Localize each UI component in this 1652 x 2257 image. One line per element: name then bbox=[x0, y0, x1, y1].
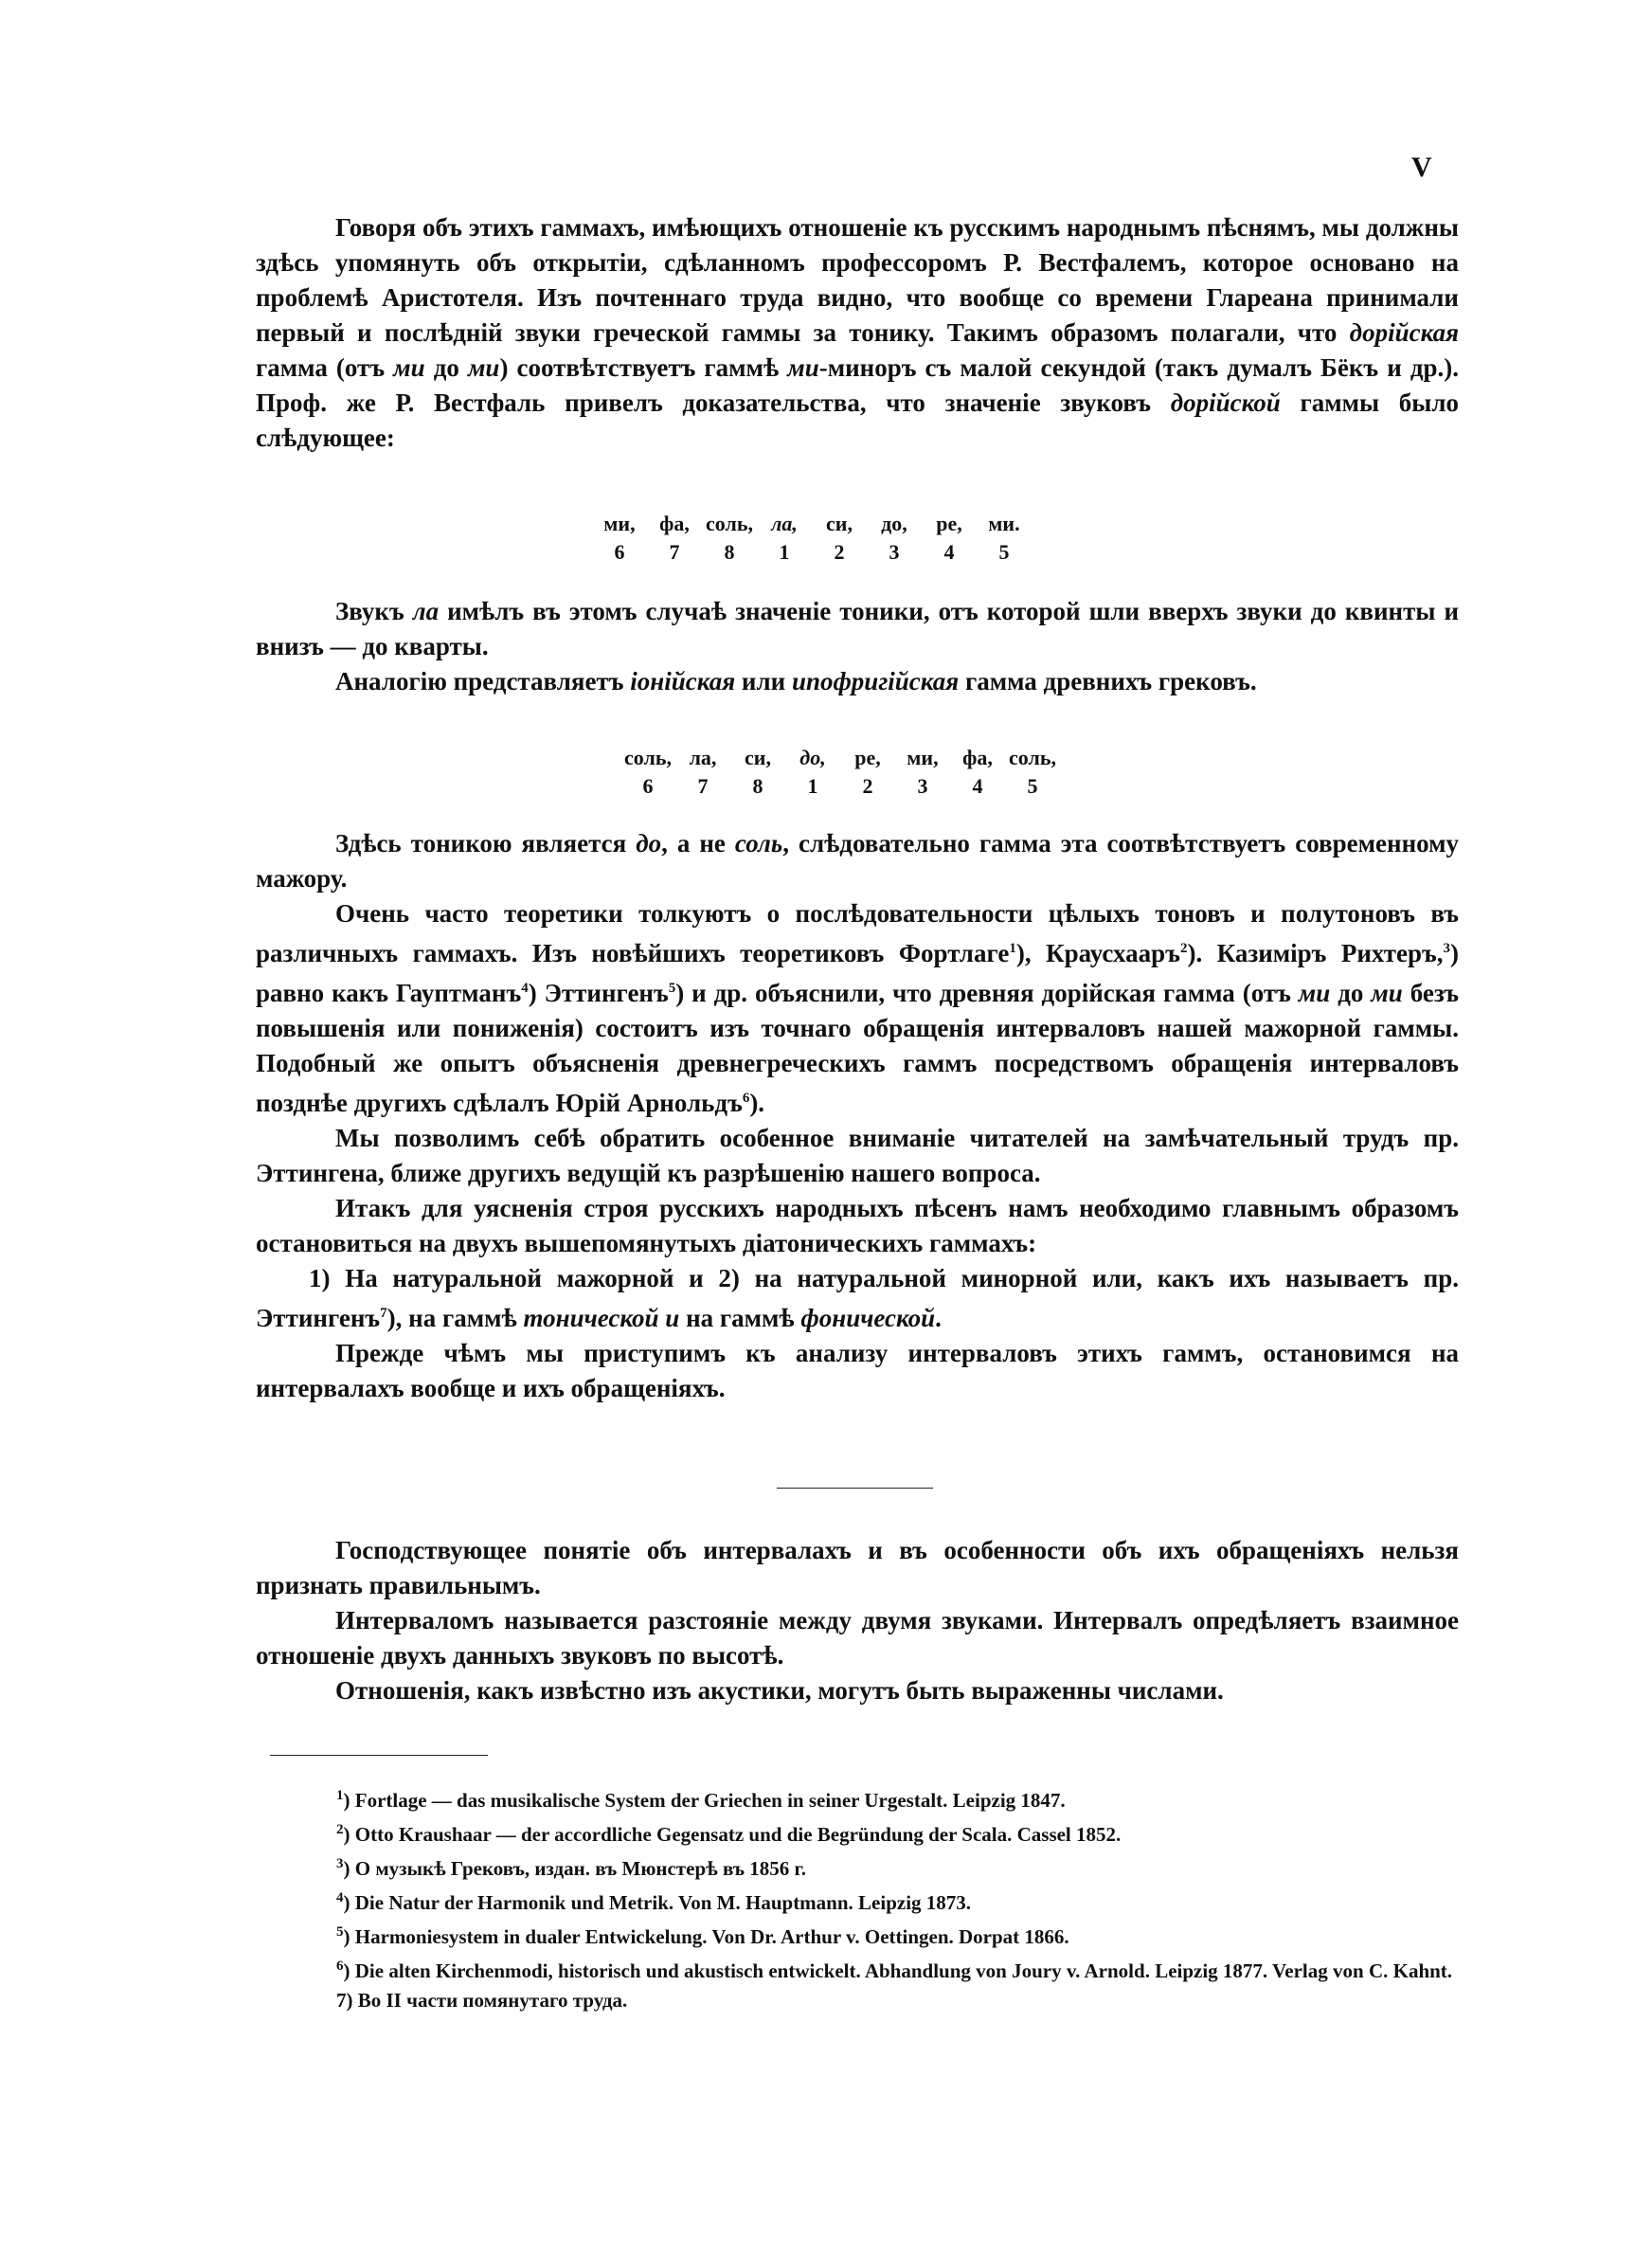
footnote-1: $^1$) Fortlage — das musikalische System der Griechen in seiner Urgestalt. Leipzig 1847. bbox=[336, 1788, 1066, 1812]
scale-cell: соль, bbox=[1009, 746, 1056, 769]
scale-cell: ла, bbox=[689, 746, 717, 769]
scale-cell: 8 bbox=[724, 540, 735, 564]
scale-cell: ми, bbox=[907, 746, 939, 769]
scale-cell: 3 bbox=[889, 540, 900, 564]
footnote-3: $^3$) О музыкѣ Грековъ, издан. въ Мюнстерѣ въ 1856 г. bbox=[336, 1856, 806, 1880]
scale-cell: 3 bbox=[917, 774, 928, 798]
scale-cell: до, bbox=[881, 512, 907, 535]
paragraph-intervals: Господствующее понятіе объ интервалахъ и въ особенности объ ихъ обращеніяхъ нельзя признать правильнымъ. Интерваломъ называется разстояніе между двумя звуками. Интервалъ опредѣляетъ взаимное отношеніе двухъ данныхъ звуковъ по высотѣ. Отношенія, какъ извѣстно изъ акустики, могутъ быть выраженны числами. bbox=[256, 1536, 1459, 1705]
footnote-4: $^4$) Die Natur der Harmonik und Metrik. Von M. Hauptmann. Leipzig 1873. bbox=[336, 1890, 972, 1914]
footnote-2: $^2$) Otto Kraushaar — der accordliche Gegensatz und die Begründung der Scala. Cassel 1852. bbox=[336, 1822, 1122, 1846]
scale-cell: ре, bbox=[936, 512, 962, 535]
page-number: V bbox=[1411, 152, 1432, 183]
scale-cell: 4 bbox=[972, 774, 983, 798]
scale-cell: 1 bbox=[807, 774, 818, 798]
scale-cell: 7 bbox=[669, 540, 680, 564]
scale-cell: 8 bbox=[752, 774, 763, 798]
scale-cell: 7 bbox=[697, 774, 709, 798]
footnotes bbox=[270, 1781, 1459, 2015]
scale-cell: 5 bbox=[1027, 774, 1038, 798]
scale-cell: соль, bbox=[706, 512, 753, 535]
scale-cell: си, bbox=[745, 746, 771, 769]
scale-cell: 4 bbox=[943, 540, 955, 564]
scale-cell: 2 bbox=[834, 540, 845, 564]
scale-cell: фа, bbox=[659, 512, 690, 535]
scale-cell: 6 bbox=[642, 774, 654, 798]
section-divider bbox=[777, 1488, 933, 1489]
scale-cell: ре, bbox=[854, 746, 881, 769]
scale-cell: ла, bbox=[771, 512, 798, 535]
scale-cell: ми. bbox=[988, 512, 1020, 535]
scale-cell: 5 bbox=[998, 540, 1010, 564]
paragraph-theorists: Здѣсь тоникою является до, а не соль, слѣдовательно гамма эта соотвѣтствуетъ современному мажору. Очень часто теоретики толкуютъ о послѣдовательности цѣлыхъ тоновъ и полутоновъ въ различныхъ гаммахъ. Изъ новѣйшихъ теоретиковъ Фортлаге$^1$), Краусхааръ$^2$). Казиміръ Рихтеръ,$^3$) равно какъ Гауптманъ$^4$) Эттингенъ$^5$) и др. объяснили, что древняя дорійская гамма (отъ ми до ми безъ повышенія или пониженія) состоитъ изъ точнаго обращенія интерваловъ нашей мажорной гаммы. Подобный же опытъ объясненія древнегреческихъ гаммъ посредствомъ обращенія интерваловъ позднѣе другихъ сдѣлалъ Юрій Арнольдъ$^6$). Мы позволимъ себѣ обратить особенное вниманіе читателей на замѣчательный трудъ пр. Эттингена, ближе другихъ ведущій къ разрѣшенію нашего вопроса. Итакъ для уясненія строя русскихъ народныхъ пѣсенъ намъ необходимо главнымъ образомъ остановиться на двухъ вышепомянутыхъ діатоническихъ гаммахъ: 1) На натуральной мажорной и 2) на натуральной минорной или, какъ ихъ называетъ пр. Эттингенъ$^7$), на гаммѣ тонической и на гаммѣ фонической. Прежде чѣмъ мы приступимъ къ анализу интерваловъ этихъ гаммъ, остановимся на интервалахъ вообще и ихъ обращеніяхъ. bbox=[256, 829, 1460, 1402]
scale-cell: 2 bbox=[862, 774, 873, 798]
scale-cell: фа, bbox=[962, 746, 993, 769]
footnote-5: $^5$) Harmoniesystem in dualer Entwickelung. Von Dr. Arthur v. Oettingen. Dorpat 1866. bbox=[336, 1924, 1069, 1948]
dorian-scale-table bbox=[592, 510, 1032, 567]
paragraph-tonic-la: Звукъ ла имѣлъ въ этомъ случаѣ значеніе тоники, отъ которой шли вверхъ звуки до квинты и внизъ — до кварты. Аналогію представляетъ іонійская или ипофригійская гамма древнихъ грековъ. bbox=[256, 597, 1459, 695]
scale-cell: ми, bbox=[603, 512, 636, 535]
scale-cell: соль, bbox=[624, 746, 672, 769]
scale-cell: 1 bbox=[779, 540, 790, 564]
ionian-scale-table bbox=[620, 744, 1060, 801]
footnote-6: $^6$) Die alten Kirchenmodi, historisch und akustisch entwickelt. Abhandlung von Joury v. Arnold. Leipzig 1877. Verlag von C. Kahnt. bbox=[336, 1959, 1453, 1982]
scale-cell: 6 bbox=[614, 540, 625, 564]
scale-cell: си, bbox=[826, 512, 853, 535]
paragraph-westphal: Говоря объ этихъ гаммахъ, имѣющихъ отношеніе къ русскимъ народнымъ пѣснямъ, мы должны здѣсь упомянуть объ открытіи, сдѣланномъ профессоромъ Р. Вестфалемъ, которое основано на проблемѣ Аристотеля. Изъ почтеннаго труда видно, что вообще со времени Глареана принимали первый и послѣдній звуки греческой гаммы за тонику. Такимъ образомъ полагали, что дорійская гамма (отъ ми до ми) соотвѣтствуетъ гаммѣ ми-миноръ съ малой секундой (такъ думалъ Бёкъ и др.). Проф. же Р. Вестфаль привелъ доказательства, что значеніе звуковъ дорійской гаммы было слѣдующее: bbox=[256, 213, 1460, 452]
scale-cell: до, bbox=[799, 746, 826, 769]
footnote-rule bbox=[270, 1755, 488, 1756]
footnote-7: 7) Во II части помянутаго труда. bbox=[336, 1989, 628, 2012]
